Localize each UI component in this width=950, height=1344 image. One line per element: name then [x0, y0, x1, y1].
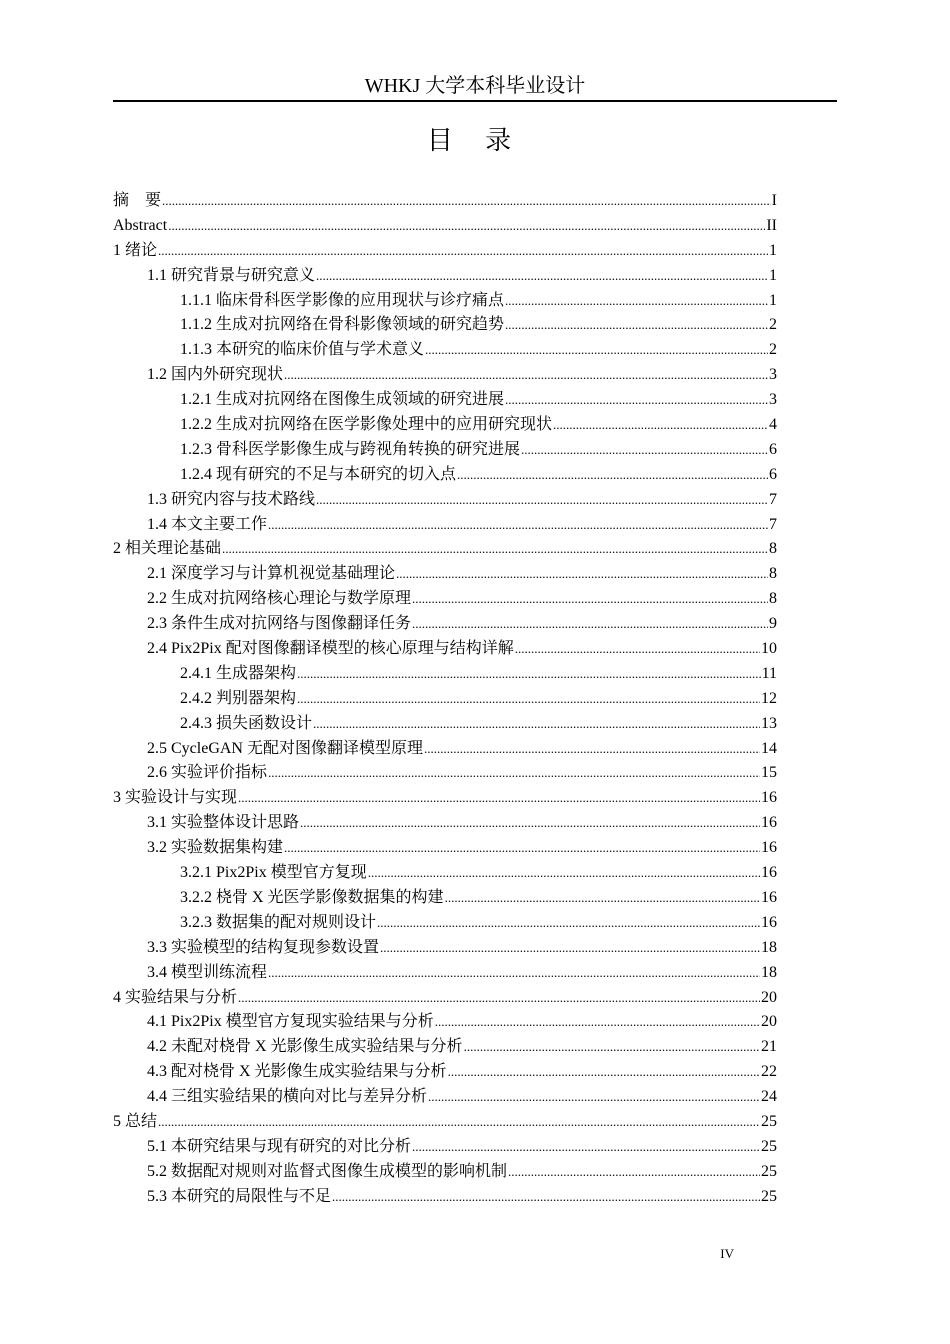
- toc-entry-label: 2.2 生成对抗网络核心理论与数学原理: [147, 590, 412, 608]
- toc-leader-dots: [268, 513, 768, 538]
- toc-entry[interactable]: [113, 1060, 777, 1085]
- toc-entry-page: 12: [761, 689, 777, 707]
- toc-entry[interactable]: [113, 313, 777, 338]
- toc-entry-page: 25: [761, 1137, 777, 1155]
- toc-entry-page: 16: [761, 913, 777, 931]
- toc-entry[interactable]: [113, 811, 777, 836]
- toc-leader-dots: [268, 961, 760, 986]
- toc-leader-dots: [158, 239, 768, 264]
- toc-entry-label: 1.1.2 生成对抗网络在骨科影像领域的研究趋势: [180, 316, 505, 334]
- toc-entry-page: 18: [761, 938, 777, 956]
- toc-leader-dots: [316, 488, 768, 513]
- toc-entry-label: 5.1 本研究结果与现有研究的对比分析: [147, 1137, 412, 1155]
- toc-entry-label: 1.1.3 本研究的临床价值与学术意义: [180, 341, 425, 359]
- toc-entry[interactable]: [113, 886, 777, 911]
- toc-entry[interactable]: [113, 786, 777, 811]
- toc-entry[interactable]: [113, 612, 777, 637]
- toc-leader-dots: [168, 214, 765, 239]
- toc-entry-page: I: [771, 192, 777, 209]
- toc-entry-page: 16: [761, 789, 777, 807]
- page-title: 目 录: [426, 126, 524, 156]
- toc-leader-dots: [505, 289, 768, 314]
- toc-entry-label: 2.5 CycleGAN 无配对图像翻译模型原理: [147, 739, 423, 757]
- toc-entry-page: 8: [769, 590, 777, 608]
- toc-entry[interactable]: [113, 513, 777, 538]
- toc-entry[interactable]: [113, 587, 777, 612]
- toc-entry-page: 4: [769, 416, 777, 434]
- toc-entry[interactable]: [113, 1035, 777, 1060]
- toc-leader-dots: [435, 1010, 760, 1035]
- toc-entry-label: 1.3 研究内容与技术路线: [147, 490, 316, 508]
- toc-entry-page: 8: [769, 565, 777, 583]
- toc-leader-dots: [162, 189, 771, 214]
- toc-entry-page: 25: [761, 1112, 777, 1130]
- toc-entry-label: 1.2.1 生成对抗网络在图像生成领域的研究进展: [180, 391, 505, 409]
- toc-entry-page: 13: [761, 714, 777, 732]
- toc-leader-dots: [300, 811, 760, 836]
- toc-entry-label: 5.3 本研究的局限性与不足: [147, 1187, 332, 1205]
- toc-entry-page: 9: [769, 615, 777, 633]
- toc-leader-dots: [316, 264, 768, 289]
- toc-leader-dots: [222, 537, 768, 562]
- toc-leader-dots: [412, 612, 768, 637]
- toc-entry[interactable]: [113, 737, 777, 762]
- toc-entry-label: 4 实验结果与分析: [113, 988, 238, 1006]
- toc-leader-dots: [424, 737, 760, 762]
- toc-leader-dots: [457, 463, 768, 488]
- toc-entry[interactable]: [113, 1135, 777, 1160]
- toc-entry[interactable]: [113, 1110, 777, 1135]
- toc-entry-page: 16: [761, 888, 777, 906]
- toc-leader-dots: [368, 861, 760, 886]
- toc-leader-dots: [297, 662, 761, 687]
- toc-entry-page: II: [766, 216, 777, 234]
- toc-entry[interactable]: [113, 189, 777, 214]
- toc-entry-page: 6: [769, 465, 777, 483]
- toc-entry-label: 3 实验设计与实现: [113, 789, 238, 807]
- toc-leader-dots: [464, 1035, 760, 1060]
- toc-entry[interactable]: [113, 961, 777, 986]
- toc-entry-label: 1.4 本文主要工作: [147, 515, 268, 533]
- toc-entry-label: 5.2 数据配对规则对监督式图像生成模型的影响机制: [147, 1162, 508, 1180]
- toc-leader-dots: [284, 363, 768, 388]
- toc-entry-label: 2.4.2 判别器架构: [180, 689, 297, 707]
- toc-entry-label: 4.1 Pix2Pix 模型官方复现实验结果与分析: [147, 1013, 434, 1031]
- toc-entry[interactable]: [113, 214, 777, 239]
- toc-entry-label: 3.3 实验模型的结构复现参数设置: [147, 938, 380, 956]
- toc-entry-page: 7: [769, 515, 777, 533]
- toc-leader-dots: [284, 836, 760, 861]
- toc-entry-page: 25: [761, 1187, 777, 1205]
- toc-entry[interactable]: [113, 1185, 777, 1210]
- toc-leader-dots: [268, 761, 760, 786]
- toc-entry[interactable]: [113, 687, 777, 712]
- toc-entry[interactable]: [113, 861, 777, 886]
- toc-entry[interactable]: [113, 388, 777, 413]
- toc-entry-label: 1.2.4 现有研究的不足与本研究的切入点: [180, 465, 457, 483]
- toc-leader-dots: [425, 338, 768, 363]
- toc-entry-page: 16: [761, 839, 777, 857]
- toc-entry-label: 2.6 实验评价指标: [147, 764, 268, 782]
- table-of-contents: [113, 189, 777, 1210]
- toc-entry[interactable]: [113, 537, 777, 562]
- toc-entry-page: 2: [769, 316, 777, 334]
- toc-leader-dots: [508, 1160, 760, 1185]
- toc-entry[interactable]: [113, 936, 777, 961]
- toc-entry-label: 3.2.3 数据集的配对规则设计: [180, 913, 377, 931]
- toc-entry-label: 3.2 实验数据集构建: [147, 839, 284, 857]
- toc-entry-label: 4.4 三组实验结果的横向对比与差异分析: [147, 1088, 428, 1106]
- toc-leader-dots: [505, 313, 768, 338]
- toc-leader-dots: [553, 413, 768, 438]
- toc-entry-page: 16: [761, 864, 777, 882]
- toc-leader-dots: [238, 786, 760, 811]
- toc-entry-label: 1.2.2 生成对抗网络在医学影像处理中的应用研究现状: [180, 416, 553, 434]
- toc-entry-page: 8: [769, 540, 777, 558]
- header-rule: [113, 100, 837, 102]
- toc-entry[interactable]: [113, 1085, 777, 1110]
- toc-leader-dots: [380, 936, 760, 961]
- toc-entry-page: 1: [769, 241, 777, 259]
- toc-entry[interactable]: [113, 986, 777, 1011]
- toc-entry[interactable]: [113, 413, 777, 438]
- toc-leader-dots: [428, 1085, 760, 1110]
- toc-leader-dots: [377, 911, 760, 936]
- toc-entry-label: 1.2.3 骨科医学影像生成与跨视角转换的研究进展: [180, 440, 521, 458]
- toc-entry-page: 7: [769, 490, 777, 508]
- toc-entry-page: 3: [769, 391, 777, 409]
- toc-entry[interactable]: [113, 1010, 777, 1035]
- toc-entry[interactable]: [113, 463, 777, 488]
- toc-entry[interactable]: [113, 562, 777, 587]
- toc-entry-label: 3.1 实验整体设计思路: [147, 814, 300, 832]
- toc-leader-dots: [505, 388, 768, 413]
- toc-entry-page: 18: [761, 963, 777, 981]
- toc-entry-page: 15: [761, 764, 777, 782]
- toc-entry-page: 24: [761, 1088, 777, 1106]
- toc-entry-label: 1.2 国内外研究现状: [147, 366, 284, 384]
- toc-entry[interactable]: [113, 438, 777, 463]
- toc-leader-dots: [396, 562, 768, 587]
- toc-entry-label: 摘 要: [113, 192, 162, 209]
- toc-entry-page: 14: [761, 739, 777, 757]
- toc-entry-page: 1: [769, 266, 777, 284]
- toc-entry-label: 2 相关理论基础: [113, 540, 222, 558]
- toc-entry-label: 3.2.2 桡骨 X 光医学影像数据集的构建: [180, 888, 444, 906]
- toc-entry-label: 5 总结: [113, 1112, 158, 1130]
- toc-entry-label: 4.3 配对桡骨 X 光影像生成实验结果与分析: [147, 1063, 447, 1081]
- toc-leader-dots: [158, 1110, 760, 1135]
- toc-leader-dots: [515, 637, 760, 662]
- toc-entry-label: 2.4.3 损失函数设计: [180, 714, 313, 732]
- toc-entry-page: 3: [769, 366, 777, 384]
- toc-entry-page: 1: [769, 291, 777, 309]
- toc-entry[interactable]: [113, 662, 777, 687]
- toc-entry[interactable]: [113, 338, 777, 363]
- toc-entry-page: 22: [761, 1063, 777, 1081]
- toc-entry-page: 10: [761, 640, 777, 658]
- toc-entry[interactable]: [113, 911, 777, 936]
- toc-entry[interactable]: [113, 712, 777, 737]
- toc-entry-label: 4.2 未配对桡骨 X 光影像生成实验结果与分析: [147, 1038, 463, 1056]
- toc-entry-label: 1.1 研究背景与研究意义: [147, 266, 316, 284]
- toc-leader-dots: [412, 587, 768, 612]
- toc-entry-page: 25: [761, 1162, 777, 1180]
- toc-entry-page: 2: [769, 341, 777, 359]
- toc-entry-label: 2.3 条件生成对抗网络与图像翻译任务: [147, 615, 412, 633]
- toc-entry-page: 16: [761, 814, 777, 832]
- toc-entry-label: 2.1 深度学习与计算机视觉基础理论: [147, 565, 396, 583]
- toc-entry[interactable]: [113, 488, 777, 513]
- toc-leader-dots: [412, 1135, 760, 1160]
- running-header: WHKJ 大学本科毕业设计: [364, 75, 586, 97]
- toc-entry[interactable]: [113, 836, 777, 861]
- toc-leader-dots: [332, 1185, 760, 1210]
- toc-entry-label: 3.2.1 Pix2Pix 模型官方复现: [180, 864, 367, 882]
- toc-entry[interactable]: [113, 637, 777, 662]
- toc-entry-label: 3.4 模型训练流程: [147, 963, 268, 981]
- toc-entry[interactable]: [113, 363, 777, 388]
- toc-leader-dots: [521, 438, 768, 463]
- toc-entry-label: 2.4 Pix2Pix 配对图像翻译模型的核心原理与结构详解: [147, 640, 514, 658]
- toc-entry-label: 1.1.1 临床骨科医学影像的应用现状与诊疗痛点: [180, 291, 505, 309]
- toc-entry-label: 1 绪论: [113, 241, 158, 259]
- toc-entry-page: 20: [761, 1013, 777, 1031]
- toc-leader-dots: [238, 986, 760, 1011]
- toc-entry-page: 6: [769, 440, 777, 458]
- toc-entry[interactable]: [113, 264, 777, 289]
- toc-entry-label: Abstract: [113, 216, 168, 234]
- toc-leader-dots: [445, 886, 760, 911]
- toc-entry[interactable]: [113, 239, 777, 264]
- toc-leader-dots: [448, 1060, 760, 1085]
- toc-leader-dots: [297, 687, 760, 712]
- toc-entry[interactable]: [113, 289, 777, 314]
- toc-entry[interactable]: [113, 1160, 777, 1185]
- toc-entry-page: 11: [761, 664, 777, 682]
- toc-entry-page: 21: [761, 1038, 777, 1056]
- toc-entry-page: 20: [761, 988, 777, 1006]
- page-number: IV: [720, 1246, 734, 1261]
- toc-leader-dots: [313, 712, 760, 737]
- toc-entry-label: 2.4.1 生成器架构: [180, 664, 297, 682]
- toc-entry[interactable]: [113, 761, 777, 786]
